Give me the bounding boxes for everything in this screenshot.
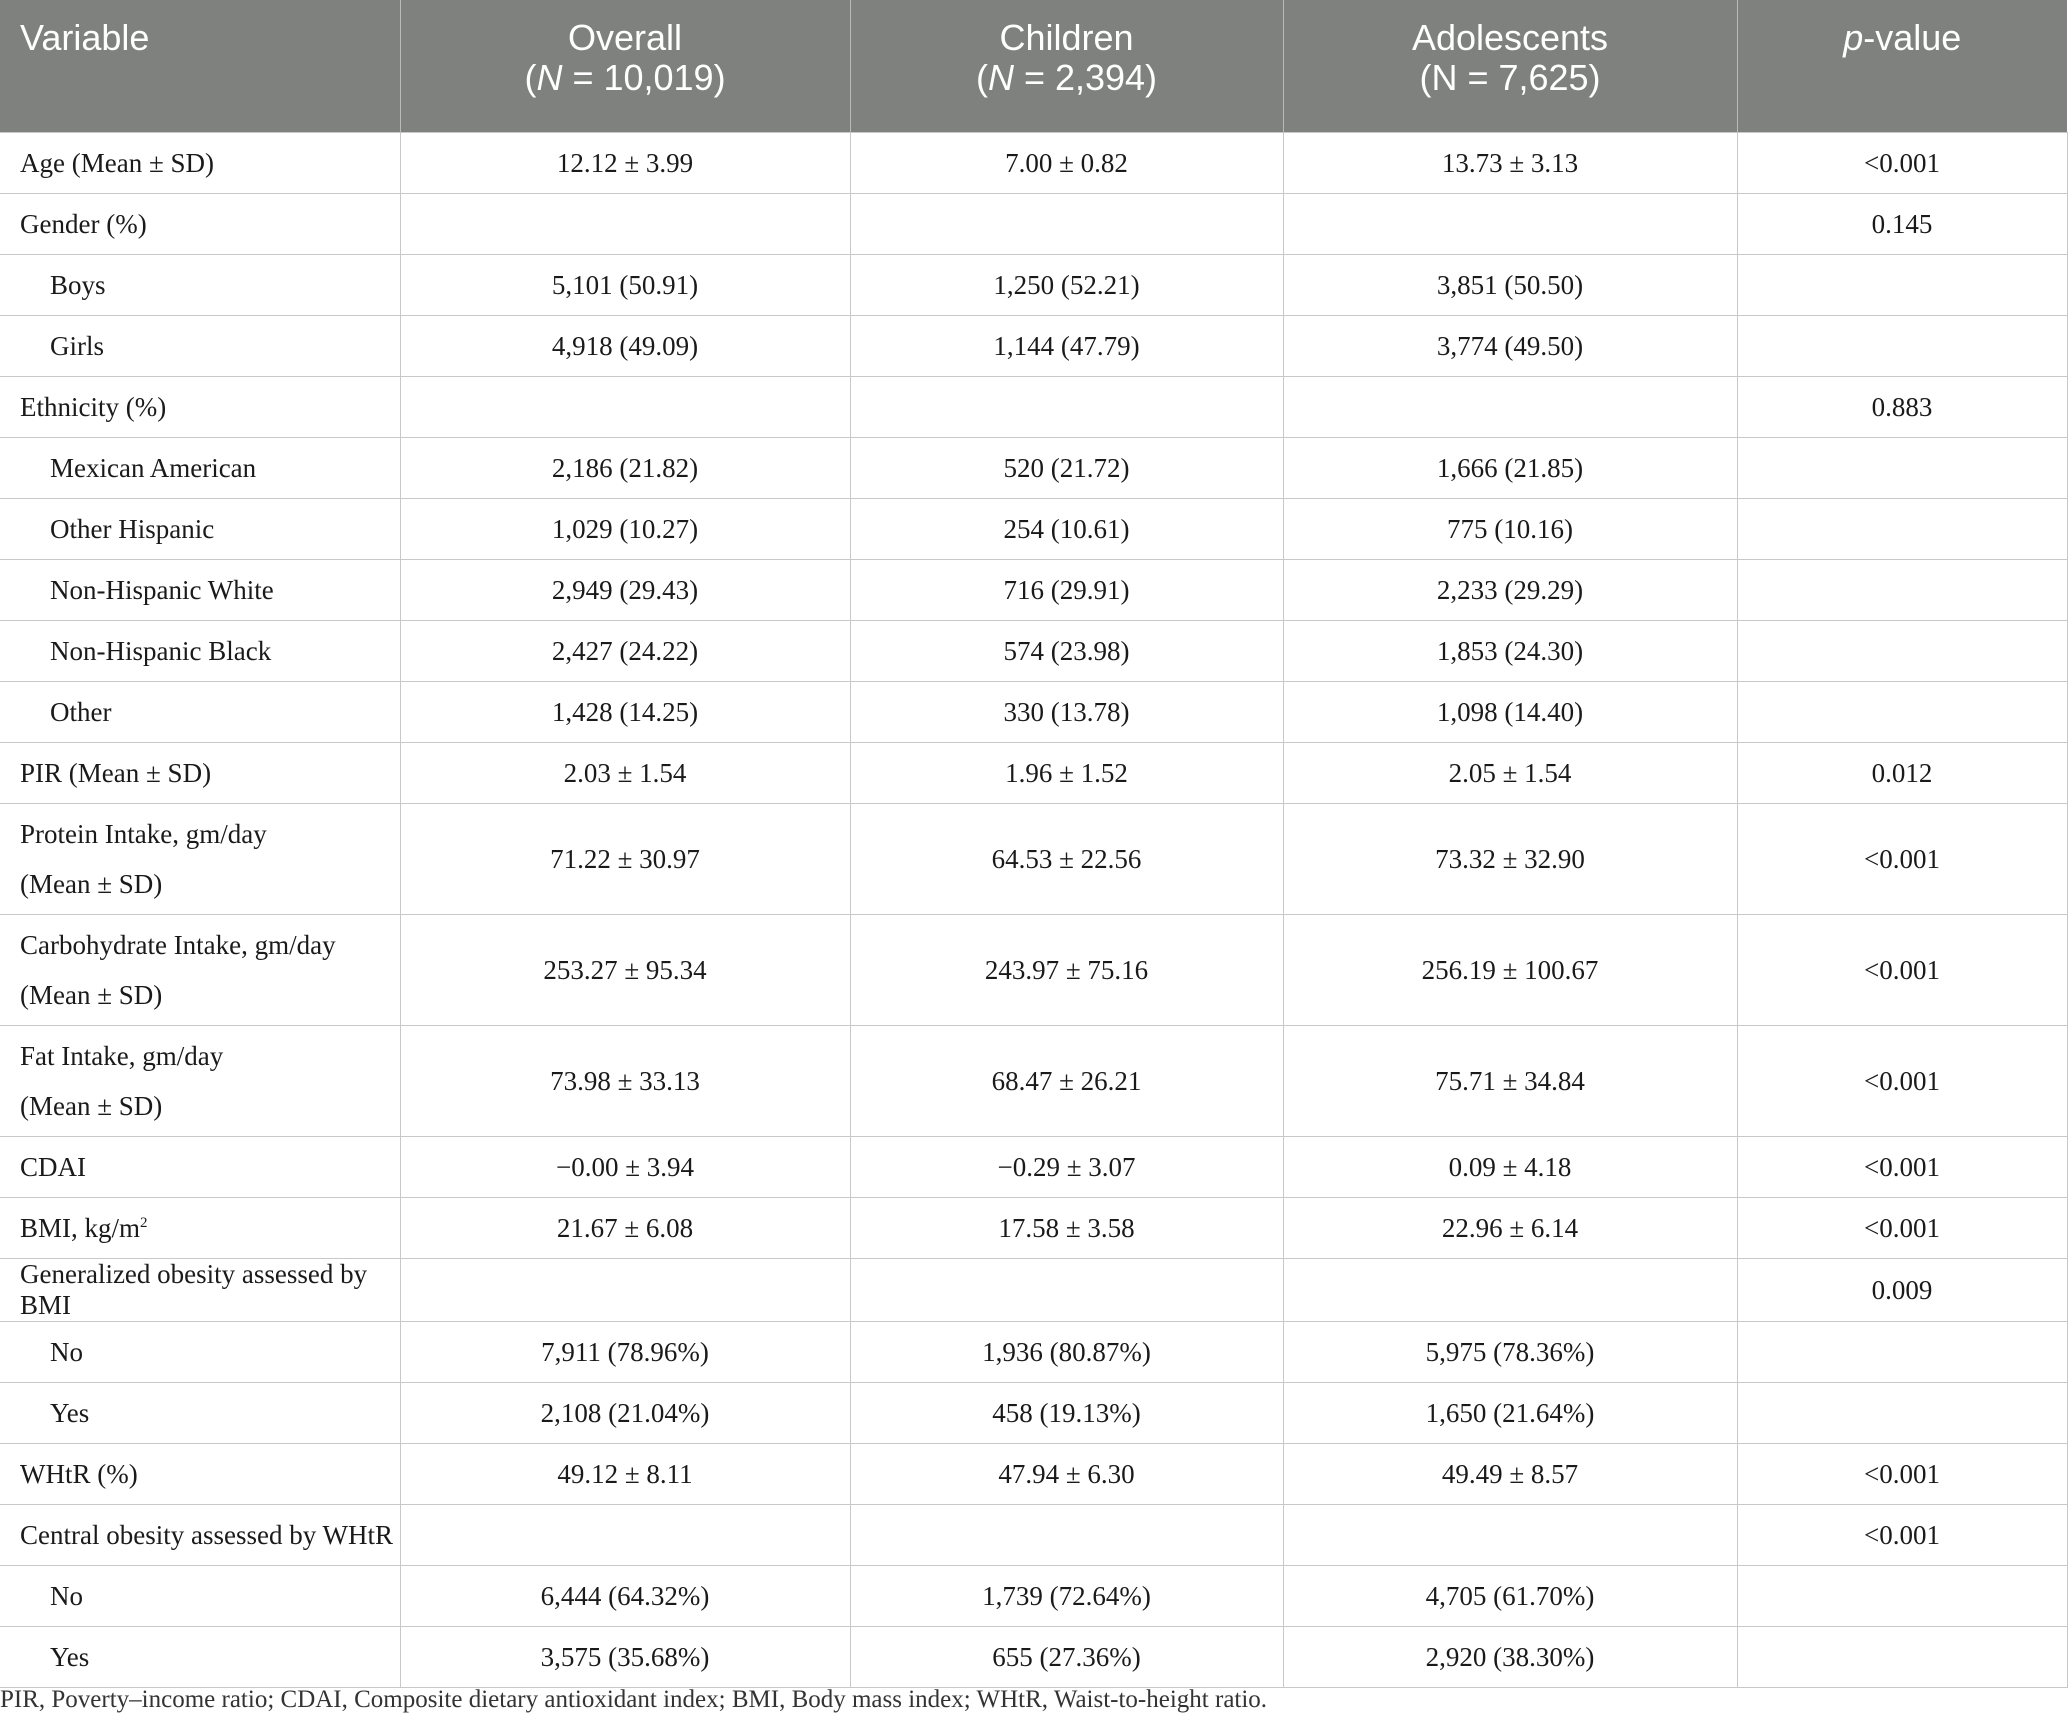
cell-pvalue: 0.145 [1737,194,2067,255]
cell-pvalue [1737,621,2067,682]
cell-adolescents: 0.09 ± 4.18 [1283,1137,1737,1198]
cell-children: 254 (10.61) [850,499,1283,560]
cell-pvalue: <0.001 [1737,1137,2067,1198]
row-label-superscript: 2 [140,1214,148,1231]
row-label [0,316,400,377]
table-row [0,1026,2067,1137]
row-label [0,377,400,438]
table-row [0,560,2067,621]
header-overall-n-value: = 10,019) [562,57,726,98]
cell-pvalue [1737,1322,2067,1383]
row-label [0,1383,400,1444]
row-label-text: Mexican American [50,452,257,483]
cell-overall: 4,918 (49.09) [400,316,850,377]
row-label-text: Protein Intake, gm/day [20,819,267,849]
header-overall-title: Overall [567,17,683,58]
cell-pvalue: <0.001 [1737,804,2067,915]
cell-overall: 2,108 (21.04%) [400,1383,850,1444]
cell-overall: 2.03 ± 1.54 [400,743,850,804]
cell-pvalue: <0.001 [1737,1026,2067,1137]
table-row [0,499,2067,560]
row-label [0,804,400,915]
row-label [0,743,400,804]
row-label [0,1566,400,1627]
cell-pvalue [1737,560,2067,621]
cell-children: 1,936 (80.87%) [850,1322,1283,1383]
table-row [0,915,2067,1026]
row-label-text: Other Hispanic [50,513,215,544]
cell-adolescents: 2.05 ± 1.54 [1283,743,1737,804]
cell-pvalue [1737,499,2067,560]
row-label-text: Central obesity assessed by WHtR [20,1519,393,1550]
cell-pvalue: 0.012 [1737,743,2067,804]
cell-children: −0.29 ± 3.07 [850,1137,1283,1198]
cell-children: 68.47 ± 26.21 [850,1026,1283,1137]
cell-overall: 21.67 ± 6.08 [400,1198,850,1259]
cell-adolescents: 13.73 ± 3.13 [1283,133,1737,194]
cell-children [850,377,1283,438]
cell-pvalue [1737,438,2067,499]
header-overall-n-symbol: N [536,57,563,98]
cell-adolescents: 49.49 ± 8.57 [1283,1444,1737,1505]
cell-pvalue: 0.009 [1737,1259,2067,1322]
table-row [0,743,2067,804]
cell-overall: 3,575 (35.68%) [400,1627,850,1688]
cell-pvalue: <0.001 [1737,1505,2067,1566]
table-footnote: PIR, Poverty–income ratio; CDAI, Composite dietary antioxidant index; BMI, Body mass index; WHtR, Waist-to-height ratio. [0,1686,1268,1713]
cell-children [850,1505,1283,1566]
cell-adolescents: 4,705 (61.70%) [1283,1566,1737,1627]
cell-pvalue [1737,255,2067,316]
cell-overall: 1,029 (10.27) [400,499,850,560]
cell-children: 716 (29.91) [850,560,1283,621]
cell-overall [400,1505,850,1566]
table-row [0,438,2067,499]
row-label-line2: (Mean ± SD) [20,1091,163,1121]
header-pvalue-rest: -value [1863,17,1962,58]
header-variable: Variable [0,0,400,133]
cell-pvalue: 0.883 [1737,377,2067,438]
row-label-text: PIR (Mean ± SD) [20,757,212,788]
header-adolescents-title: Adolescents [1411,17,1609,58]
cell-children: 64.53 ± 22.56 [850,804,1283,915]
cell-adolescents: 1,666 (21.85) [1283,438,1737,499]
header-overall-n: (N = 10,019) [524,57,726,98]
cell-children: 520 (21.72) [850,438,1283,499]
row-label-text: Boys [50,269,106,300]
cell-pvalue [1737,316,2067,377]
header-pvalue [1737,0,2067,133]
row-label-line2: (Mean ± SD) [20,980,163,1010]
row-label [0,1322,400,1383]
row-label-text: No [50,1336,83,1367]
header-children-n-value: = 2,394) [1013,57,1158,98]
cell-overall: 5,101 (50.91) [400,255,850,316]
cell-pvalue [1737,682,2067,743]
table-row [0,1383,2067,1444]
row-label-text: Non-Hispanic White [50,574,274,605]
row-label-text: CDAI [20,1151,86,1182]
header-overall [400,0,850,133]
header-adolescents [1283,0,1737,133]
cell-pvalue [1737,1566,2067,1627]
table-row [0,1198,2067,1259]
cell-overall: 1,428 (14.25) [400,682,850,743]
cell-pvalue: <0.001 [1737,133,2067,194]
cell-children: 655 (27.36%) [850,1627,1283,1688]
row-label [0,255,400,316]
table-body [0,133,2067,1688]
row-label-text: Yes [50,1397,90,1428]
row-label-text: Fat Intake, gm/day [20,1041,224,1071]
cell-children: 7.00 ± 0.82 [850,133,1283,194]
row-label [0,499,400,560]
table-row [0,316,2067,377]
row-label [0,1505,400,1566]
cell-adolescents: 1,853 (24.30) [1283,621,1737,682]
cell-overall: 73.98 ± 33.13 [400,1026,850,1137]
cell-adolescents: 5,975 (78.36%) [1283,1322,1737,1383]
row-label [0,1444,400,1505]
cell-overall: 2,186 (21.82) [400,438,850,499]
cell-adolescents: 3,774 (49.50) [1283,316,1737,377]
cell-pvalue [1737,1627,2067,1688]
cell-adolescents: 2,920 (38.30%) [1283,1627,1737,1688]
cell-overall: 2,427 (24.22) [400,621,850,682]
cell-adolescents [1283,194,1737,255]
cell-adolescents [1283,377,1737,438]
cell-overall: 12.12 ± 3.99 [400,133,850,194]
cell-adolescents: 1,098 (14.40) [1283,682,1737,743]
row-label [0,682,400,743]
row-label [0,621,400,682]
cell-overall: 71.22 ± 30.97 [400,804,850,915]
table-row [0,194,2067,255]
table-row [0,1322,2067,1383]
table-row [0,682,2067,743]
row-label-text: Gender (%) [20,208,147,239]
cell-children: 458 (19.13%) [850,1383,1283,1444]
table-row [0,1137,2067,1198]
cell-children [850,194,1283,255]
table-row [0,621,2067,682]
cell-adolescents: 73.32 ± 32.90 [1283,804,1737,915]
cell-overall [400,1259,850,1322]
header-children-title: Children [999,17,1134,58]
header-children-n: (N = 2,394) [975,57,1158,98]
table-row [0,133,2067,194]
header-pvalue-p: p [1843,17,1864,58]
cell-overall: −0.00 ± 3.94 [400,1137,850,1198]
header-children [850,0,1283,133]
row-label [0,1026,400,1137]
table-row [0,1505,2067,1566]
cell-adolescents: 22.96 ± 6.14 [1283,1198,1737,1259]
cell-adolescents: 2,233 (29.29) [1283,560,1737,621]
row-label-text: BMI, kg/m [20,1212,141,1243]
row-label [0,1137,400,1198]
table-row [0,1566,2067,1627]
table-row [0,377,2067,438]
row-label-text: Generalized obesity assessed by BMI [20,1259,368,1320]
cell-children: 1.96 ± 1.52 [850,743,1283,804]
cell-adolescents: 256.19 ± 100.67 [1283,915,1737,1026]
header-children-n-symbol: N [987,57,1014,98]
table-row [0,1444,2067,1505]
cell-children: 243.97 ± 75.16 [850,915,1283,1026]
cell-overall: 6,444 (64.32%) [400,1566,850,1627]
row-label-text: Carbohydrate Intake, gm/day [20,930,336,960]
cell-children: 1,250 (52.21) [850,255,1283,316]
cell-overall: 7,911 (78.96%) [400,1322,850,1383]
row-label [0,560,400,621]
row-label-text: Yes [50,1641,90,1672]
cell-overall [400,194,850,255]
cell-adolescents: 75.71 ± 34.84 [1283,1026,1737,1137]
cell-pvalue: <0.001 [1737,1444,2067,1505]
cell-adolescents: 3,851 (50.50) [1283,255,1737,316]
row-label-text: Non-Hispanic Black [50,635,272,666]
cell-children: 17.58 ± 3.58 [850,1198,1283,1259]
row-label-text: No [50,1580,83,1611]
cell-children: 1,144 (47.79) [850,316,1283,377]
cell-children: 574 (23.98) [850,621,1283,682]
cell-overall: 253.27 ± 95.34 [400,915,850,1026]
cell-adolescents: 1,650 (21.64%) [1283,1383,1737,1444]
cell-children: 1,739 (72.64%) [850,1566,1283,1627]
table-row [0,255,2067,316]
table-row [0,1627,2067,1688]
cell-adolescents: 775 (10.16) [1283,499,1737,560]
cell-overall [400,377,850,438]
cell-overall: 2,949 (29.43) [400,560,850,621]
row-label-text: Ethnicity (%) [20,391,167,422]
row-label [0,438,400,499]
row-label-text: WHtR (%) [20,1458,138,1489]
cell-overall: 49.12 ± 8.11 [400,1444,850,1505]
header-row [0,0,2067,133]
row-label-text: Age (Mean ± SD) [20,147,215,178]
cell-pvalue [1737,1383,2067,1444]
row-label-text: Girls [50,330,104,361]
cell-adolescents [1283,1259,1737,1322]
row-label [0,1627,400,1688]
row-label-line2: (Mean ± SD) [20,869,163,899]
cell-adolescents [1283,1505,1737,1566]
row-label [0,194,400,255]
row-label [0,133,400,194]
cell-pvalue: <0.001 [1737,1198,2067,1259]
row-label [0,1198,400,1259]
cell-children [850,1259,1283,1322]
header-adolescents-n: (N = 7,625) [1419,57,1601,98]
cell-pvalue: <0.001 [1737,915,2067,1026]
cell-children: 47.94 ± 6.30 [850,1444,1283,1505]
table-row [0,804,2067,915]
row-label [0,1259,400,1322]
row-label [0,915,400,1026]
table-row [0,1259,2067,1322]
row-label-text: Other [50,696,112,727]
cell-children: 330 (13.78) [850,682,1283,743]
